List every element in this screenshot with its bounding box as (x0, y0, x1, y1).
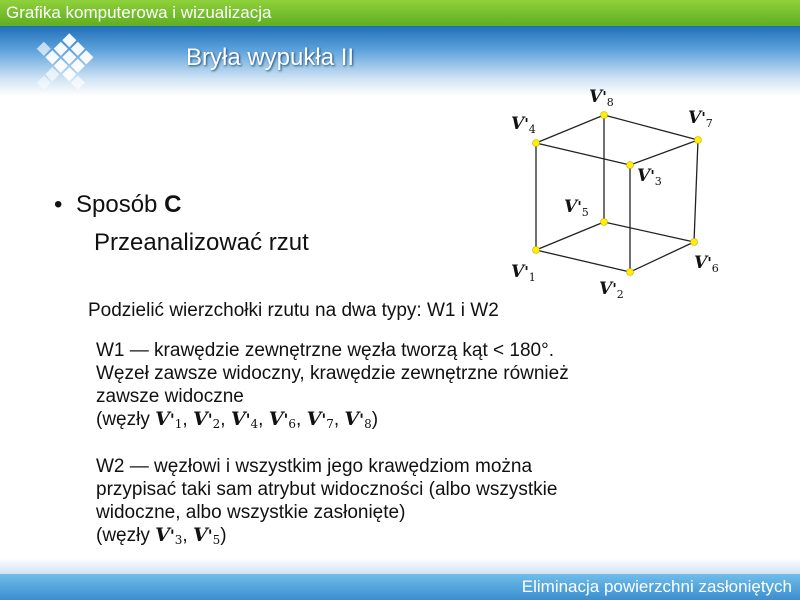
w1-node: V'8 (344, 408, 372, 431)
edge-5-1 (536, 222, 604, 250)
vertex-label-4: $V'_4$ (511, 114, 536, 136)
footer-text: Eliminacja powierzchni zasłoniętych (521, 577, 792, 596)
vertex-7 (695, 137, 702, 144)
w1-nodes: (węzły V'1, V'2, V'4, V'6, V'7, V'8) (96, 408, 379, 431)
edge-3-4 (536, 143, 630, 165)
w1-line-1: W1 — krawędzie zewnętrzne węzła tworzą kąt < 180°. (96, 340, 554, 361)
w2-block (96, 455, 738, 552)
bullet-dot-icon: • (54, 191, 63, 218)
cube-projection-diagram (500, 84, 740, 300)
vertex-label-7: $V'_7$ (688, 108, 713, 130)
vertex-3 (627, 162, 634, 169)
w1-node: V'6 (268, 408, 296, 431)
bullet-subtitle: Przeanalizować rzut (94, 229, 309, 256)
vertex-1 (533, 247, 540, 254)
w1-node: V'4 (230, 408, 259, 431)
w1-node: V'1 (155, 408, 183, 431)
vertex-4 (533, 140, 540, 147)
w2-line-1: W2 — węzłowi i wszystkim jego krawędziom można (96, 456, 533, 477)
vertex-2 (627, 269, 634, 276)
w2-node: V'3 (155, 524, 183, 547)
w1-node: V'2 (192, 408, 221, 431)
vertex-6 (691, 239, 698, 246)
vertex-label-5: $V'_5$ (564, 197, 589, 219)
w2-nodes-suffix: ) (220, 525, 227, 546)
w1-node: V'7 (306, 408, 334, 431)
edge-5-6 (604, 222, 694, 242)
w2-line-2: przypisać taki sam atrybut widoczności (albo wszystkie (96, 479, 558, 500)
edge-1-2 (536, 250, 630, 272)
edge-2-6 (630, 242, 694, 272)
w2-line-3: widoczne, albo wszystkie zasłonięte) (96, 502, 406, 523)
edge-6-7 (694, 140, 698, 242)
bullet-item (54, 191, 181, 219)
w2-node: V'5 (192, 524, 221, 547)
vertex-label-3: $V'_3$ (637, 166, 662, 188)
e-studia-logo-icon (10, 30, 106, 126)
edge-8-4 (536, 115, 604, 143)
w2-nodes: (węzły V'3, V'5) (96, 524, 227, 547)
vertex-label-2: $V'_2$ (599, 279, 624, 300)
edge-3-7 (630, 140, 698, 165)
bullet-label-bold: C (164, 191, 182, 218)
footer-band (0, 558, 800, 574)
bullet-label: Sposób (76, 191, 158, 218)
logo-text: E-STUDIA (37, 101, 79, 110)
w1-line-2: Węzeł zawsze widoczny, krawędzie zewnętrzne również (96, 363, 569, 384)
w1-nodes-suffix: ) (371, 409, 379, 430)
vertex-8 (601, 112, 608, 119)
w1-block (96, 339, 738, 436)
slide-title: Bryła wypukła II (186, 44, 355, 71)
logo-subtext: INFORMATYCZNE (28, 113, 88, 119)
course-title-bar (0, 0, 800, 26)
vertex-5 (601, 219, 608, 226)
vertex-label-8: $V'_8$ (589, 87, 614, 109)
course-title: Grafika komputerowa i wizualizacja (6, 3, 272, 22)
edge-7-8 (604, 115, 698, 140)
vertex-label-6: $V'_6$ (694, 253, 719, 275)
w1-line-3: zawsze widoczne (96, 386, 244, 407)
footer-bar (0, 574, 800, 600)
w2-nodes-prefix: (węzły (96, 525, 156, 546)
intro-text: Podzielić wierzchołki rzutu na dwa typy: W1 i W2 (88, 300, 499, 321)
vertex-label-1: $V'_1$ (511, 262, 536, 284)
w1-nodes-prefix: (węzły (96, 409, 156, 430)
